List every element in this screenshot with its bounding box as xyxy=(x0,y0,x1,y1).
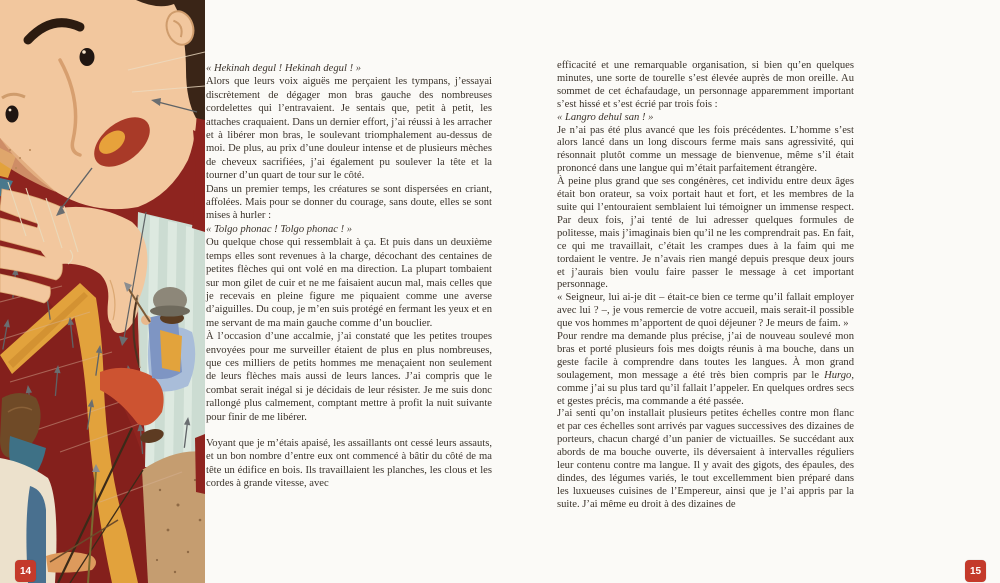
paragraph: Alors que leurs voix aiguës me perçaient les tympans, j’essayai discrètement de dégager mon bras gauche des nombreuses cordelettes qui l’entravaient. Je sentais que, petit à petit, les attaches craquaient. Dans un dernier effort, j’ai réussi à les arracher et à libérer mon bras, le soulevant triomphalement au-dessus de moi. De plus, au prix d’une douleur intense et de plusieurs mèches de cheveux sacrifiées, j’ai également pu soulever la tête et la tourner d’un quart de tour sur le côté. xyxy=(206,76,492,182)
giant-eye-left xyxy=(6,106,19,123)
paragraph: efficacité et une remarquable organisation, si bien qu’en quelques minutes, une sorte de tourelle s’est élevée auprès de mon oreille. Au sommet de cet échafaudage, un personnage apparemment important s’est hissé et s’est écrié par trois fois : xyxy=(557,60,854,110)
page-number-right: 15 xyxy=(965,560,986,582)
paragraph: « Langro dehul san ! » xyxy=(557,111,654,123)
paragraph: « Hekinah degul ! Hekinah degul ! » xyxy=(206,63,362,74)
right-page-text xyxy=(557,60,854,512)
paragraph: Ou quelque chose qui ressemblait à ça. Et puis dans un deuxième temps elles sont revenues à la charge, décochant des centaines de petites flèches qui ont volé en ma direction. La plupart tombaient sur mon gilet de cuir et ne me faisaient aucun mal, mais celles que je recevais en pleine figure me piquaient comme une averse d’aiguilles. Du coup, je m’en suis protégé en fermant les yeux et en me servant de ma main gauche comme d’un bouclier. xyxy=(206,237,492,329)
giant-eye-right xyxy=(80,48,95,66)
illustration-svg xyxy=(0,0,205,583)
archer-vest xyxy=(160,330,182,372)
paragraph: Dans un premier temps, les créatures se sont dispersées en criant, affolées. Mais pour se donner du courage, sans doute, elles se sont mises à hurler : xyxy=(206,183,492,222)
paragraph: « Seigneur, lui ai-je dit – était-ce bien ce terme qu’il fallait employer avec lui ? –, je vous remercie de votre accueil, mais serait-il possible que vos hommes m’apportent de quoi déjeuner ? Je meurs de faim. » xyxy=(557,292,854,330)
paragraph: À peine plus grand que ses congénères, cet individu entre deux âges était bon orateur, sa voix portait haut et fort, et les membres de la suite qui l’entouraient semblaient lui témoigner un immense respect. Par deux fois, j’ai tenté de lui adresser quelques formules de politesse, mais j’imaginais bien qu’il ne les comprendrait pas. En fait, ce qui me travaillait, c’était les crampes dues à la faim qui me tordaient le ventre. Je n’avais rien mangé depuis presque deux jours et j’aurais bien voulu faire passer le message à cet important personnage. xyxy=(557,176,854,291)
paragraph: Je n’ai pas été plus avancé que les fois précédentes. L’homme s’est alors lancé dans un long discours ferme mais sans agressivité, qui résonnait plutôt comme un message de bienvenue, même s’il était prononcé dans une langue qui m’était parfaitement étrangère. xyxy=(557,124,854,175)
paragraph: À l’occasion d’une accalmie, j’ai constaté que les petites troupes envoyées pour me surveiller étaient de plus en plus nombreuses, que ces milliers de petits hommes me menaçaient non seulement de leurs flèches mais aussi de leurs lances. J’ai compris que le combat serait inégal si je décidais de leur résister. Je me suis donc rallongé plus calmement, comptant mettre à profit la nuit suivante pour finir de me libérer. xyxy=(206,331,492,423)
paragraph: Voyant que je m’étais apaisé, les assaillants ont cessé leurs assauts, et un bon nombre d’entre eux ont commencé à bâtir du côté de ma tête un édifice en bois. Ils travaillaient les planches, les clous et les cordes à grande vitesse, avec xyxy=(206,437,492,490)
left-page-text xyxy=(206,62,492,491)
paragraph: Pour rendre ma demande plus précise, j’ai de nouveau soulevé mon bras et porté plusieurs fois mes doigts réunis à ma bouche, dans un geste facile à comprendre dans toutes les langues. À mon grand soulagement, mon message a été très bien compris par le Hurgo, comme j’ai su plus tard qu’il fallait l’appeler. En quelques ordres secs et gestes précis, ma commande a été passée. xyxy=(557,331,854,407)
page-number-left: 14 xyxy=(15,560,36,582)
paragraph: « Tolgo phonac ! Tolgo phonac ! » xyxy=(206,223,353,235)
ground xyxy=(142,451,205,583)
paragraph: J’ai senti qu’on installait plusieurs petites échelles contre mon flanc et par ces échelles sont arrivés par vagues successives des dizaines de porteurs, chacun chargé d’un panier de victuailles. Se succédant aux abords de ma bouche ouverte, ils déversaient à intervalles réguliers leur contenu contre ma langue. Il y avait des gigots, des épaules, des dindes, des légumes variés, le tout excellemment bien préparé dans les luxueuses cuisines de l’Empereur, ainsi que je l’ai appris par la suite. J’ai même eu droit à des dizaines de xyxy=(557,408,854,510)
gulliver-illustration xyxy=(0,0,205,583)
